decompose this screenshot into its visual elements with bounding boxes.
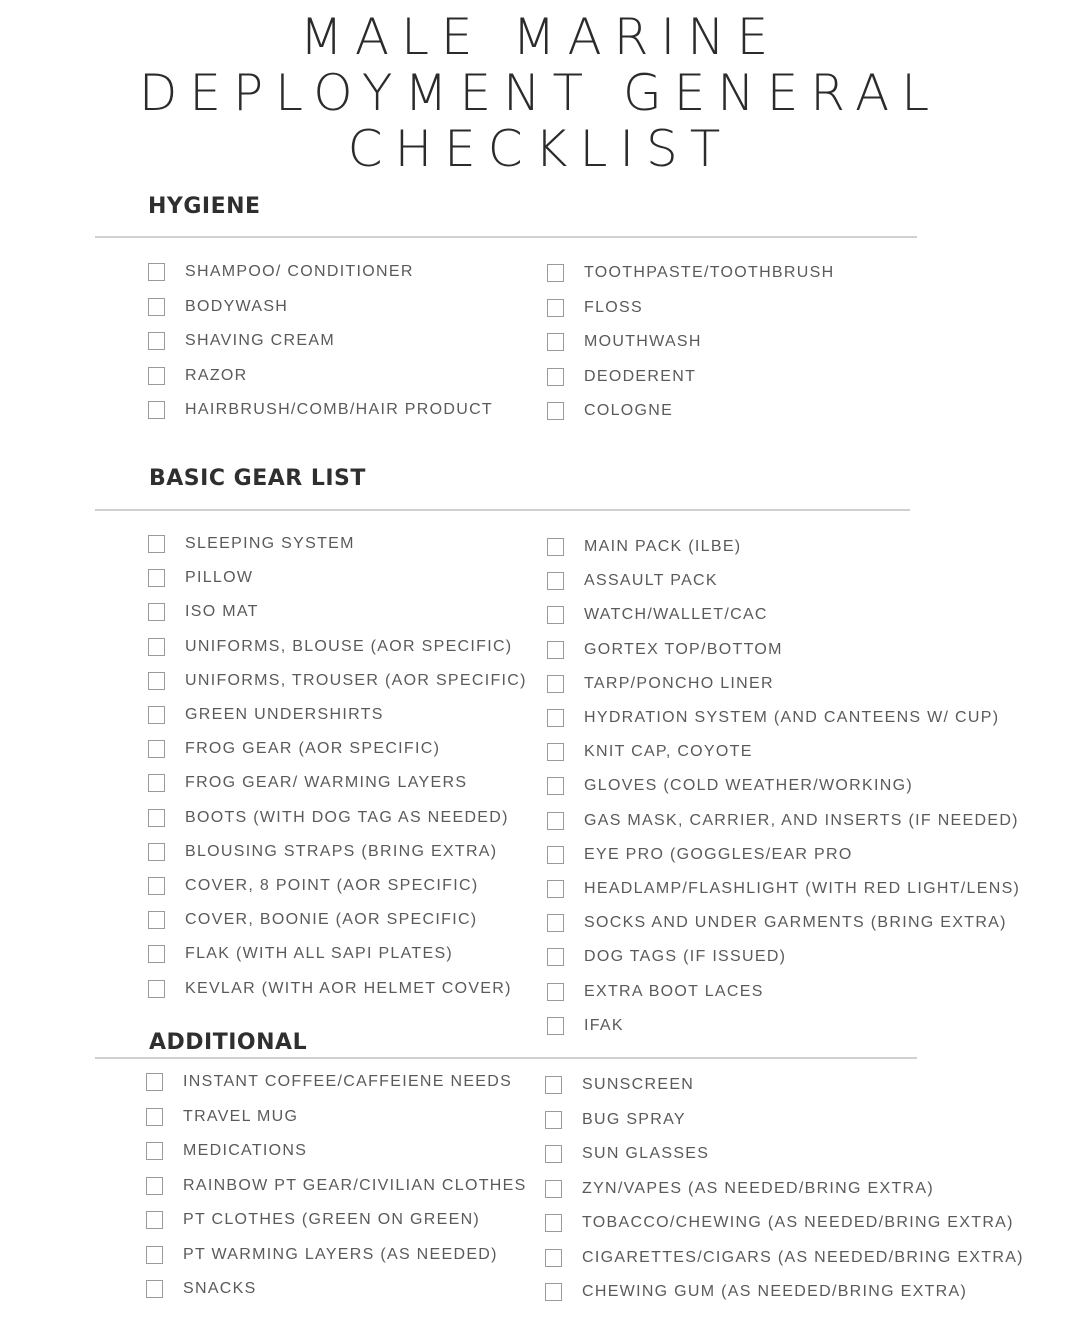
- checkbox[interactable]: [148, 672, 165, 690]
- checklist-item-label: COLOGNE: [584, 402, 674, 419]
- checkbox[interactable]: [547, 812, 564, 830]
- checklist-item[interactable]: [547, 606, 768, 624]
- checklist-item-label: GORTEX TOP/BOTTOM: [584, 640, 783, 658]
- checklist-item[interactable]: [547, 880, 1020, 898]
- checklist-item[interactable]: [547, 641, 783, 659]
- checkbox[interactable]: [547, 948, 564, 966]
- checkbox[interactable]: [547, 743, 564, 761]
- checklist-item-label: ASSAULT PACK: [584, 572, 718, 590]
- checkbox[interactable]: [547, 538, 564, 556]
- checklist-item[interactable]: [547, 572, 718, 590]
- checkbox[interactable]: [146, 1280, 163, 1298]
- checklist-item-label: TOBACCO/CHEWING (AS NEEDED/BRING EXTRA): [582, 1214, 1014, 1231]
- checklist-item-label: FLOSS: [584, 298, 643, 316]
- checkbox[interactable]: [547, 402, 564, 420]
- checkbox[interactable]: [146, 1073, 163, 1091]
- checklist-item-label: ISO MAT: [185, 603, 259, 621]
- checklist-item[interactable]: [148, 911, 477, 929]
- checklist-item-label: HAIRBRUSH/COMB/HAIR PRODUCT: [185, 401, 494, 418]
- checklist-item[interactable]: [148, 809, 509, 827]
- checkbox[interactable]: [547, 709, 564, 727]
- checkbox[interactable]: [148, 603, 165, 621]
- checkbox[interactable]: [148, 706, 165, 724]
- checkbox[interactable]: [547, 914, 564, 932]
- checkbox[interactable]: [148, 774, 165, 792]
- checklist-item-label: SHAMPOO/ CONDITIONER: [185, 263, 414, 280]
- checklist-item[interactable]: [148, 603, 259, 621]
- checklist-item-label: UNIFORMS, TROUSER (AOR SPECIFIC): [185, 671, 527, 689]
- checklist-item-label: GREEN UNDERSHIRTS: [185, 706, 384, 723]
- checklist-item-label: IFAK: [584, 1016, 624, 1034]
- checklist-item[interactable]: [545, 1145, 709, 1163]
- checkbox[interactable]: [146, 1177, 163, 1195]
- checklist-item-label: KEVLAR (WITH AOR HELMET COVER): [185, 979, 512, 997]
- checklist-item[interactable]: [148, 332, 335, 350]
- checklist-item[interactable]: [148, 638, 512, 656]
- checklist-item[interactable]: [545, 1180, 934, 1198]
- checklist-item[interactable]: [545, 1214, 1014, 1232]
- checklist-item-label: INSTANT COFFEE/CAFFEIENE NEEDS: [183, 1073, 513, 1090]
- checklist-item-label: UNIFORMS, BLOUSE (AOR SPECIFIC): [185, 637, 513, 655]
- checklist-item-label: HYDRATION SYSTEM (AND CANTEENS W/ CUP): [584, 709, 1000, 726]
- checklist-item[interactable]: [547, 777, 913, 795]
- checklist-item-label: GAS MASK, CARRIER, AND INSERTS (IF NEEDED): [584, 811, 1019, 829]
- checklist-item-label: GLOVES (COLD WEATHER/WORKING): [584, 777, 913, 795]
- checklist-item-label: RAZOR: [185, 366, 248, 384]
- checkbox[interactable]: [545, 1283, 562, 1301]
- checklist-item-label: COVER, BOONIE (AOR SPECIFIC): [185, 911, 478, 929]
- checklist-item-label: MAIN PACK (ILBE): [584, 538, 742, 555]
- checkbox[interactable]: [545, 1145, 562, 1163]
- checklist-item-label: MEDICATIONS: [183, 1142, 308, 1159]
- checkbox[interactable]: [148, 569, 165, 587]
- checklist-item-label: TRAVEL MUG: [183, 1107, 299, 1125]
- checkbox[interactable]: [148, 401, 165, 419]
- title-line-3: CHECKLIST: [347, 120, 733, 178]
- checkbox[interactable]: [148, 638, 165, 656]
- checklist-item[interactable]: [547, 948, 786, 966]
- checkbox[interactable]: [148, 740, 165, 758]
- checklist-item-label: SLEEPING SYSTEM: [185, 535, 355, 552]
- checkbox[interactable]: [547, 368, 564, 386]
- checklist-item-label: DOG TAGS (IF ISSUED): [584, 948, 787, 966]
- checklist-item-label: FROG GEAR (AOR SPECIFIC): [185, 740, 441, 758]
- checklist-item[interactable]: [148, 535, 355, 553]
- checklist-item[interactable]: [547, 368, 696, 386]
- checklist-item-label: TOOTHPASTE/TOOTHBRUSH: [584, 264, 835, 281]
- section-title-basic-gear: BASIC GEAR LIST: [149, 466, 366, 491]
- checklist-item[interactable]: [547, 812, 1019, 830]
- checklist-item-label: FROG GEAR/ WARMING LAYERS: [185, 774, 468, 792]
- checkbox[interactable]: [547, 641, 564, 659]
- checklist-item-label: TARP/PONCHO LINER: [584, 674, 774, 692]
- checklist-item-label: SUNSCREEN: [582, 1076, 695, 1093]
- checkbox[interactable]: [148, 535, 165, 553]
- checkbox[interactable]: [148, 367, 165, 385]
- checklist-item[interactable]: [148, 298, 288, 316]
- checklist-item-label: EXTRA BOOT LACES: [584, 982, 764, 1000]
- checklist-item[interactable]: [547, 743, 753, 761]
- checklist-item-label: EYE PRO (GOGGLES/EAR PRO: [584, 845, 853, 863]
- checklist-item[interactable]: [545, 1076, 694, 1094]
- checkbox[interactable]: [547, 572, 564, 590]
- checkbox[interactable]: [547, 606, 564, 624]
- checklist-item[interactable]: [148, 877, 478, 895]
- title-line-1: MALE MARINE: [299, 8, 781, 66]
- checklist-item[interactable]: [547, 675, 774, 693]
- checklist-item-label: PILLOW: [185, 569, 254, 587]
- checklist-item-label: SHAVING CREAM: [185, 332, 335, 349]
- checkbox[interactable]: [148, 911, 165, 929]
- checklist-item[interactable]: [146, 1108, 298, 1126]
- checklist-item-label: BLOUSING STRAPS (BRING EXTRA): [185, 842, 498, 860]
- checklist-item-label: BUG SPRAY: [582, 1110, 686, 1128]
- section-divider: [95, 509, 910, 511]
- checklist-item-label: MOUTHWASH: [584, 333, 702, 350]
- checklist-item[interactable]: [547, 1017, 624, 1035]
- checklist-item[interactable]: [547, 333, 702, 351]
- checklist-item[interactable]: [547, 983, 764, 1001]
- checklist-item[interactable]: [148, 843, 497, 861]
- checklist-item-label: WATCH/WALLET/CAC: [584, 606, 768, 624]
- checklist-item[interactable]: [146, 1211, 480, 1229]
- checklist-item[interactable]: [146, 1142, 307, 1160]
- checkbox[interactable]: [547, 333, 564, 351]
- checklist-item[interactable]: [547, 846, 853, 864]
- checklist-item-label: KNIT CAP, COYOTE: [584, 743, 753, 761]
- checklist-item[interactable]: [547, 402, 673, 420]
- checkbox[interactable]: [547, 264, 564, 282]
- checklist-item[interactable]: [148, 945, 453, 963]
- checklist-item[interactable]: [547, 299, 643, 317]
- checklist-item[interactable]: [148, 263, 414, 281]
- checkbox[interactable]: [148, 980, 165, 998]
- checkbox[interactable]: [148, 263, 165, 281]
- checklist-item[interactable]: [547, 914, 1007, 932]
- checklist-item[interactable]: [146, 1280, 257, 1298]
- section-title-hygiene: HYGIENE: [148, 194, 261, 219]
- checklist-item[interactable]: [547, 264, 834, 282]
- checklist-item[interactable]: [148, 569, 253, 587]
- checklist-item[interactable]: [148, 401, 493, 419]
- title-line-2: DEPLOYMENT GENERAL: [138, 64, 942, 122]
- checklist-item[interactable]: [545, 1283, 967, 1301]
- checklist-item[interactable]: [146, 1246, 498, 1264]
- checkbox[interactable]: [148, 877, 165, 895]
- checklist-item[interactable]: [148, 706, 384, 724]
- checklist-item[interactable]: [146, 1073, 512, 1091]
- checklist-item[interactable]: [547, 538, 741, 556]
- checklist-item-label: SNACKS: [183, 1280, 257, 1297]
- checklist-item-label: CIGARETTES/CIGARS (AS NEEDED/BRING EXTRA): [582, 1248, 1024, 1266]
- checklist-item-label: COVER, 8 POINT (AOR SPECIFIC): [185, 877, 479, 894]
- checklist-item[interactable]: [148, 672, 527, 690]
- checklist-item[interactable]: [148, 740, 440, 758]
- checklist-item-label: BODYWASH: [185, 297, 289, 315]
- checklist-item-label: CHEWING GUM (AS NEEDED/BRING EXTRA): [582, 1283, 968, 1300]
- checklist-item-label: ZYN/VAPES (AS NEEDED/BRING EXTRA): [582, 1179, 934, 1197]
- checklist-item-label: PT WARMING LAYERS (AS NEEDED): [183, 1245, 498, 1263]
- checklist-item-label: SOCKS AND UNDER GARMENTS (BRING EXTRA): [584, 914, 1007, 932]
- checklist-item[interactable]: [547, 709, 999, 727]
- checkbox[interactable]: [148, 809, 165, 827]
- checklist-item-label: RAINBOW PT GEAR/CIVILIAN CLOTHES: [183, 1176, 527, 1194]
- checklist-item-label: SUN GLASSES: [582, 1145, 710, 1162]
- checkbox[interactable]: [547, 846, 564, 864]
- section-divider: [95, 1057, 917, 1059]
- checkbox[interactable]: [547, 983, 564, 1001]
- checkbox[interactable]: [148, 298, 165, 316]
- checklist-item-label: DEODERENT: [584, 367, 697, 385]
- checklist-item-label: BOOTS (WITH DOG TAG AS NEEDED): [185, 808, 509, 826]
- checkbox[interactable]: [545, 1249, 562, 1267]
- checkbox[interactable]: [148, 843, 165, 861]
- checkbox[interactable]: [146, 1211, 163, 1229]
- checklist-item-label: PT CLOTHES (GREEN ON GREEN): [183, 1211, 481, 1228]
- checkbox[interactable]: [148, 332, 165, 350]
- checklist-item[interactable]: [148, 367, 248, 385]
- checkbox[interactable]: [545, 1076, 562, 1094]
- checkbox[interactable]: [547, 880, 564, 898]
- checklist-item[interactable]: [545, 1249, 1024, 1267]
- checklist-item[interactable]: [545, 1111, 686, 1129]
- checkbox[interactable]: [547, 1017, 564, 1035]
- checklist-item-label: FLAK (WITH ALL SAPI PLATES): [185, 945, 454, 963]
- checkbox[interactable]: [547, 675, 564, 693]
- checkbox[interactable]: [146, 1246, 163, 1264]
- checklist-item[interactable]: [148, 774, 467, 792]
- checkbox[interactable]: [146, 1108, 163, 1126]
- checkbox[interactable]: [547, 299, 564, 317]
- section-divider: [95, 236, 917, 238]
- checkbox[interactable]: [545, 1111, 562, 1129]
- checkbox[interactable]: [146, 1142, 163, 1160]
- checklist-item[interactable]: [148, 980, 512, 998]
- checkbox[interactable]: [545, 1180, 562, 1198]
- checklist-item[interactable]: [146, 1177, 527, 1195]
- checklist-item-label: HEADLAMP/FLASHLIGHT (WITH RED LIGHT/LENS): [584, 880, 1021, 897]
- checkbox[interactable]: [545, 1214, 562, 1232]
- checkbox[interactable]: [547, 777, 564, 795]
- checkbox[interactable]: [148, 945, 165, 963]
- section-title-additional: ADDITIONAL: [149, 1030, 308, 1055]
